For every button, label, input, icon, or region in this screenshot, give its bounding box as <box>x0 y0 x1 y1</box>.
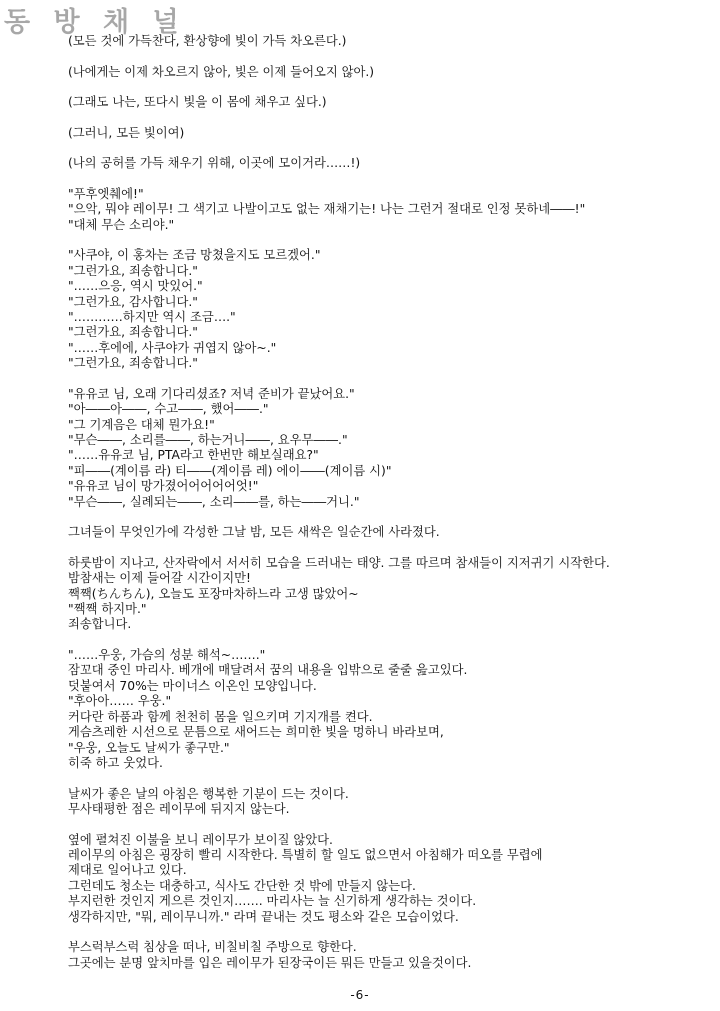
text-line: "유유코 님, 오래 기다리셨죠? 저녁 준비가 끝났어요." <box>68 386 355 401</box>
text-line: 커다란 하품과 함께 천천히 몸을 일으키며 기지개를 켠다. <box>68 709 373 724</box>
text-line: "…………하지만 역시 조금…." <box>68 310 236 324</box>
paragraph <box>68 556 708 633</box>
paragraph <box>68 387 708 510</box>
text-line: 날씨가 좋은 날의 아침은 행복한 기분이 드는 것이다. <box>68 786 349 801</box>
text-line: 덧붙여서 70%는 마이너스 이온인 모양입니다. <box>68 678 317 693</box>
text-line: (나에게는 이제 차오르지 않아, 빛은 이제 들어오지 않아.) <box>68 64 375 79</box>
text-line: "으악, 뭐야 레이무! 그 색기고 나발이고도 없는 재채기는! 나는 그런거 절대로 인정 못하네――!" <box>68 202 586 217</box>
text-line: 그곳에는 분명 앞치마를 입은 레이무가 된장국이든 뭐든 만들고 있을것이다. <box>68 955 472 970</box>
text-line: 레이무의 아침은 굉장히 빨리 시작한다. 특별히 할 일도 없으면서 아침해가 떠오를 무렵에 <box>68 847 543 862</box>
paragraph <box>68 648 708 771</box>
paragraph <box>68 248 708 371</box>
text-line: 잠꼬대 중인 마리사. 베개에 매달려서 꿈의 내용을 입밖으로 줄줄 읊고있다. <box>68 663 468 678</box>
text-line: "……으응, 역시 맛있어." <box>68 279 203 294</box>
text-line: 그녀들이 무엇인가에 각성한 그날 밤, 모든 새싹은 일순간에 사라졌다. <box>68 525 440 540</box>
text-line: 부스럭부스럭 침상을 떠나, 비칠비칠 주방으로 향한다. <box>68 940 357 955</box>
paragraph <box>68 187 708 233</box>
paragraph <box>68 34 708 49</box>
text-line: "……후에에, 사쿠야가 귀엽지 않아~." <box>68 340 277 355</box>
text-line: 죄송합니다. <box>68 617 132 632</box>
text-line: 밤참새는 이제 들어갈 시간이지만! <box>68 571 251 586</box>
page-number: -6- <box>350 988 370 1002</box>
text-line: "유유코 님이 망가졌어어어어어엇!" <box>68 479 259 494</box>
text-line: "무슨――, 소리를――, 하는거니――, 요우무――." <box>68 433 348 448</box>
text-line: "그런가요, 죄송합니다." <box>68 356 198 371</box>
text-line: "그런가요, 죄송합니다." <box>68 263 198 278</box>
text-line: "우웅, 오늘도 날씨가 좋구만." <box>68 740 230 755</box>
paragraph <box>68 95 708 110</box>
text-line: (그러니, 모든 빛이여) <box>68 125 185 140</box>
text-line: 제대로 일어나고 있다. <box>68 863 187 878</box>
text-line: "후아아…… 우웅." <box>68 694 172 709</box>
paragraph <box>68 126 708 141</box>
text-line: "그 기계음은 대체 뭔가요!" <box>68 417 215 432</box>
text-line: "사쿠야, 이 홍차는 조금 망쳤을지도 모르겠어." <box>68 248 321 263</box>
paragraph <box>68 156 708 171</box>
text-line: 게슴츠레한 시선으로 문틈으로 새어드는 희미한 빛을 멍하니 바라보며, <box>68 725 444 740</box>
text-line: "짹짹 하지마." <box>68 602 147 617</box>
text-line: "……유유코 님, PTA라고 한번만 해보실래요?" <box>68 448 319 463</box>
text-line: (모든 것에 가득찬다, 환상향에 빛이 가득 차오른다.) <box>68 34 347 48</box>
text-line: "푸후엣췌에!" <box>68 186 144 201</box>
text-line: (그래도 나는, 또다시 빛을 이 몸에 채우고 싶다.) <box>68 95 327 110</box>
text-line: 부지런한 것인지 게으른 것인지……. 마리사는 늘 신기하게 생각하는 것이다. <box>68 894 477 909</box>
paragraph <box>68 787 708 818</box>
paragraph <box>68 940 708 971</box>
paragraph <box>68 833 708 925</box>
paragraph <box>68 525 708 540</box>
text-line: 하룻밤이 지나고, 산자락에서 서서히 모습을 드러내는 태양. 그를 따르며 참새들이 지저귀기 시작한다. <box>68 555 610 570</box>
document-body <box>68 34 708 986</box>
text-line: "그런가요, 감사합니다." <box>68 294 198 309</box>
text-line: "무슨――, 실례되는――, 소리――를, 하는――거니." <box>68 494 360 509</box>
text-line: "아――아――, 수고――, 했어――." <box>68 402 269 417</box>
paragraph <box>68 65 708 80</box>
text-line: 옆에 펼쳐진 이불을 보니 레이무가 보이질 않았다. <box>68 832 333 847</box>
text-line: "그런가요, 죄송합니다." <box>68 325 198 340</box>
text-line: (나의 공허를 가득 채우기 위해, 이곳에 모이거라……!) <box>68 156 361 171</box>
text-line: 생각하지만, "뭐, 레이무니까." 라며 끝내는 것도 평소와 같은 모습이었다. <box>68 909 459 924</box>
text-line: "……우웅, 가슴의 성분 해석~……." <box>68 648 266 663</box>
text-line: 그런데도 청소는 대충하고, 식사도 간단한 것 밖에 만들지 않는다. <box>68 878 416 893</box>
text-line: "대체 무슨 소리야." <box>68 217 175 232</box>
text-line: 히죽 하고 웃었다. <box>68 755 163 770</box>
text-line: 무사태평한 점은 레이무에 뒤지지 않는다. <box>68 801 290 816</box>
text-line: "피――(계이름 라) 티――(계이름 레) 에이――(계이름 시)" <box>68 463 392 478</box>
watermark-text: 동 방 채 널 <box>4 7 186 38</box>
text-line: 짹짹(ちんちん), 오늘도 포장마차하느라 고생 많았어~ <box>68 586 359 601</box>
